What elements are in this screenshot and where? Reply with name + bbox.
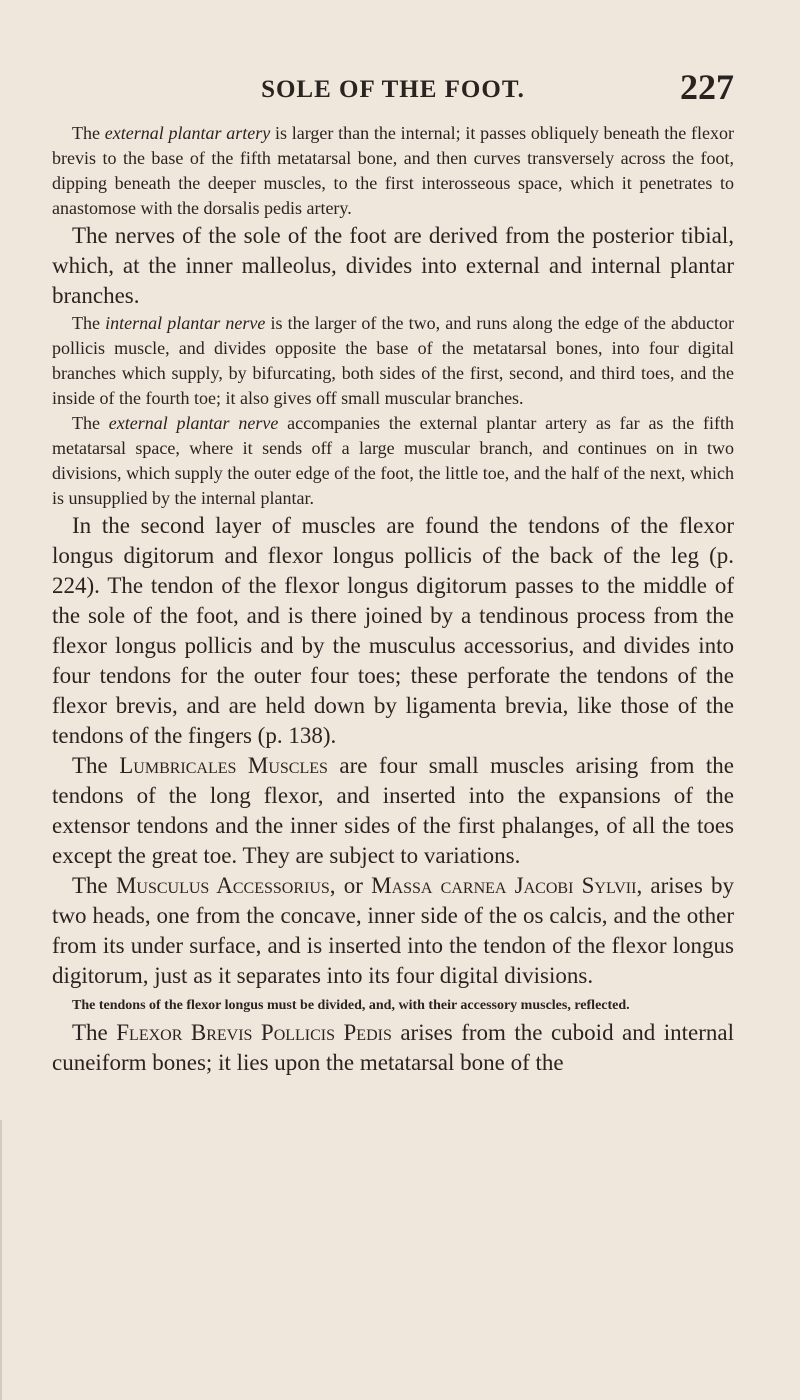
paragraph-second-layer: In the second layer of muscles are found the tendons of the flexor longus digitorum and flexor longus pollicis of the back of the leg (p. 224). The tendon of the flexor longus digitorum passes to the middle of the sole of the foot, and is there joined by a tendinous process from the flexor longus pollicis and by the musculus accessorius, and divides into four tendons for the outer four toes; these perforate the tendons of the flexor brevis, and are held down by ligamenta brevia, like those of the tendons of the fingers (p. 138).: [52, 513, 734, 748]
paragraph-lumbricales: The Lumbricales Muscles are four small muscles arising from the tendons of the long flexor, and inserted into the expansions of the extensor tendons and the inner sides of the first phalanges, of all the toes except the great toe. They are subject to variations.: [52, 753, 735, 868]
term-lumbricales: Lumbricales Muscles: [119, 753, 328, 778]
running-head: SOLE OF THE FOOT.: [261, 76, 525, 103]
term-musculus-accessorius: Musculus Accessorius: [115, 873, 330, 898]
term-external-plantar-nerve: external plantar nerve: [108, 413, 279, 433]
dissection-instruction: The tendons of the flexor longus must be divided, and, with their accessory muscles, reflected.: [72, 998, 630, 1013]
page-header: [52, 0, 734, 112]
paragraph-external-plantar-nerve: The external plantar nerve accompanies the external plantar artery as far as the fifth metatarsal space, where it sends off a large muscular branch, and continues on in two divisions, which supply the outer edge of the foot, the little toe, and the half of the next, which is unsupplied by the internal plantar.: [52, 413, 734, 508]
term-flexor-brevis-pollicis: Flexor Brevis Pollicis Pedis: [116, 1020, 392, 1045]
paragraph-musculus-accessorius: The Musculus Accessorius, or Massa carnea Jacobi Sylvii, arises by two heads, one from the concave, inner side of the os calcis, and the other from its under surface, and is inserted into the tendon of the flexor longus digitorum, just as it separates into its four digital divisions.: [52, 873, 734, 988]
page-edge-shadow: [0, 1120, 16, 1400]
paragraph-flexor-brevis-pollicis: The Flexor Brevis Pollicis Pedis arises from the cuboid and internal cuneiform bones; it lies upon the metatarsal bone of the: [52, 1020, 734, 1075]
paragraph-nerves-of-sole: The nerves of the sole of the foot are derived from the posterior tibial, which, at the inner malleolus, divides into external and internal plantar branches.: [52, 223, 734, 308]
paragraph-external-plantar-artery: The external plantar artery is larger than the internal; it passes obliquely beneath the flexor brevis to the base of the fifth metatarsal bone, and then curves transversely across the foot, dipping beneath the deeper muscles, to the first interosseous space, which it penetrates to anastomose with the dorsalis pedis artery.: [52, 123, 734, 218]
term-external-plantar-artery: external plantar artery: [104, 123, 271, 143]
page-number: 227: [680, 67, 734, 107]
term-massa-carnea: Massa carnea Jacobi Sylvii: [371, 873, 637, 898]
term-internal-plantar-nerve: internal plantar nerve: [105, 313, 266, 333]
paragraph-internal-plantar-nerve: The internal plantar nerve is the larger of the two, and runs along the edge of the abductor pollicis muscle, and divides opposite the base of the metatarsal bones, into four digital branches which supply, by bifurcating, both sides of the first, second, and third toes, and the inside of the fourth toe; it also gives off small muscular branches.: [52, 313, 735, 408]
